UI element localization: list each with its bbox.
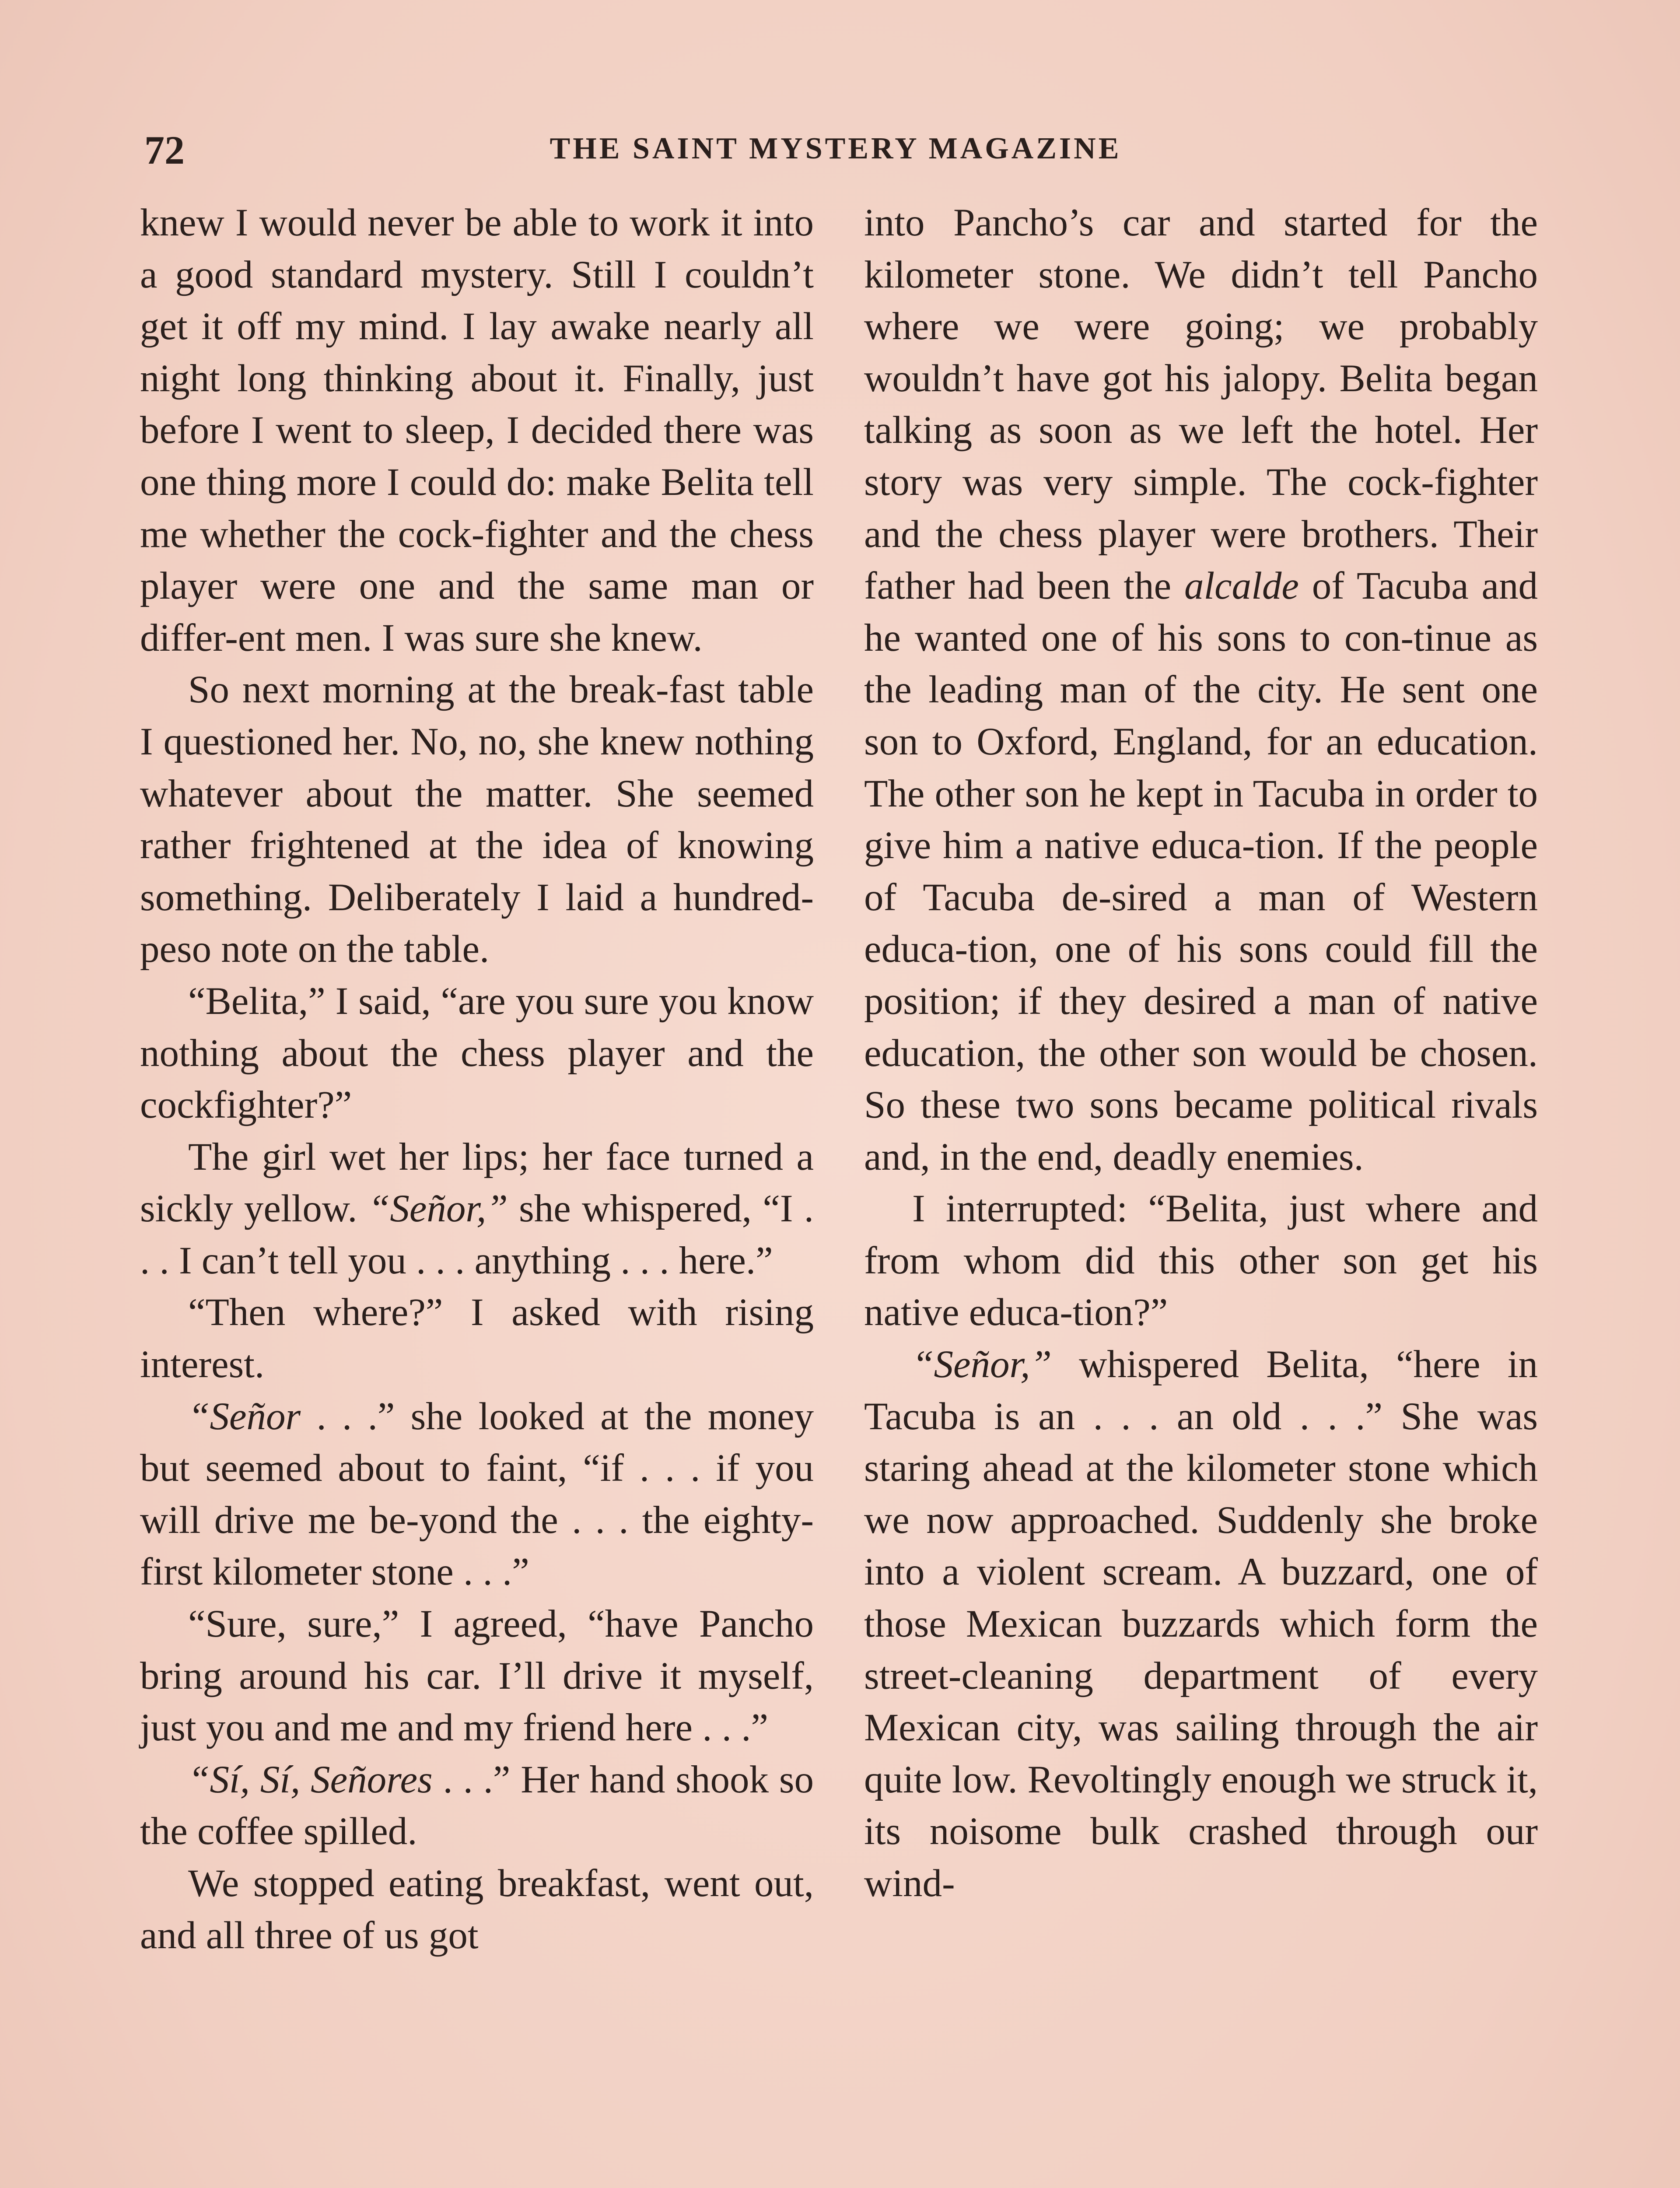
- paragraph: [864, 1339, 1538, 1910]
- text-run: “Then where?” I asked with rising interest.: [140, 1291, 814, 1386]
- paragraph: [140, 664, 814, 975]
- text-run: So next morning at the break-fast table I questioned her. No, no, she knew nothing whatever about the matter. She seemed rather frightened at the idea of knowing something. Deliberately I laid a hundred-peso note on the table.: [140, 668, 814, 971]
- text-run: into Pancho’s car and started for the kilometer stone. We didn’t tell Pancho where we were going; we probably wouldn’t have got his jalopy. Belita began talking as soon as we left the hotel. Her story was very simple. The cock-fighter and the chess player were brothers. Their father had been the: [864, 201, 1538, 608]
- paragraph: [140, 1391, 814, 1598]
- text-column-right: [864, 197, 1538, 1910]
- paragraph: [140, 975, 814, 1131]
- italic-text: “Sí, Sí, Señores: [188, 1758, 433, 1801]
- paragraph: [140, 197, 814, 664]
- paragraph: [140, 1287, 814, 1390]
- text-run: knew I would never be able to work it into a good standard mystery. Still I couldn’t get it off my mind. I lay awake nearly all night long thinking about it. Finally, just before I went to sleep, I decided there was one thing more I could do: make Belita tell me whether the cock-fighter and the chess player were one and the same man or differ-ent men. I was sure she knew.: [140, 201, 814, 659]
- paragraph: [140, 1754, 814, 1858]
- paragraph: [864, 1183, 1538, 1339]
- text-run: “Sure, sure,” I agreed, “have Pancho bring around his car. I’ll drive it myself, just you and me and my friend here . . .”: [140, 1602, 814, 1750]
- text-column-left: [140, 197, 814, 1961]
- text-run: she whispered, “I . . . I can’t tell you . . . anything . . . here.”: [140, 1187, 814, 1282]
- text-run: . . .” Her hand shook so the coffee spilled.: [140, 1758, 814, 1853]
- text-run: I interrupted: “Belita, just where and from whom did this other son get his native educa-tion?”: [864, 1187, 1538, 1334]
- paragraph: [140, 1858, 814, 1961]
- italic-text: “Señor,”: [368, 1187, 508, 1231]
- text-run: of Tacuba and he wanted one of his sons to con-tinue as the leading man of the city. He sent one son to Oxford, England, for an education. The other son he kept in Tacuba in order to give him a native educa-tion. If the people of Tacuba de-sired a man of Western educa-tion, one of his sons could fill the position; if they desired a man of native education, the other son would be chosen. So these two sons became political rivals and, in the end, deadly enemies.: [864, 565, 1538, 1178]
- italic-text: “Señor: [188, 1395, 301, 1438]
- paragraph: [140, 1131, 814, 1287]
- running-head: [136, 127, 1536, 179]
- paragraph: [864, 197, 1538, 1183]
- text-run: We stopped eating breakfast, went out, and all three of us got: [140, 1862, 814, 1957]
- page-number: 72: [144, 128, 185, 172]
- text-run: The girl wet her lips; her face turned a sickly yellow.: [140, 1135, 814, 1231]
- paragraph: [140, 1598, 814, 1754]
- italic-text: “Señor,”: [912, 1343, 1052, 1386]
- text-run: whispered Belita, “here in Tacuba is an . . . an old . . .” She was staring ahead at the kilometer stone which we now approached. Suddenly she broke into a violent scream. A buzzard, one of those Mexican buzzards which form the street-cleaning department of every Mexican city, was sailing through the air quite low. Revoltingly enough we struck it, its noisome bulk crashed through our wind-: [864, 1343, 1538, 1905]
- text-run: “Belita,” I said, “are you sure you know nothing about the chess player and the cockfighter?”: [140, 979, 814, 1127]
- text-run: . . .” she looked at the money but seemed about to faint, “if . . . if you will drive me be-yond the . . . the eighty-first kilometer stone . . .”: [140, 1395, 814, 1594]
- italic-text: alcalde: [1184, 565, 1299, 608]
- magazine-title: THE SAINT MYSTERY MAGAZINE: [550, 132, 1122, 165]
